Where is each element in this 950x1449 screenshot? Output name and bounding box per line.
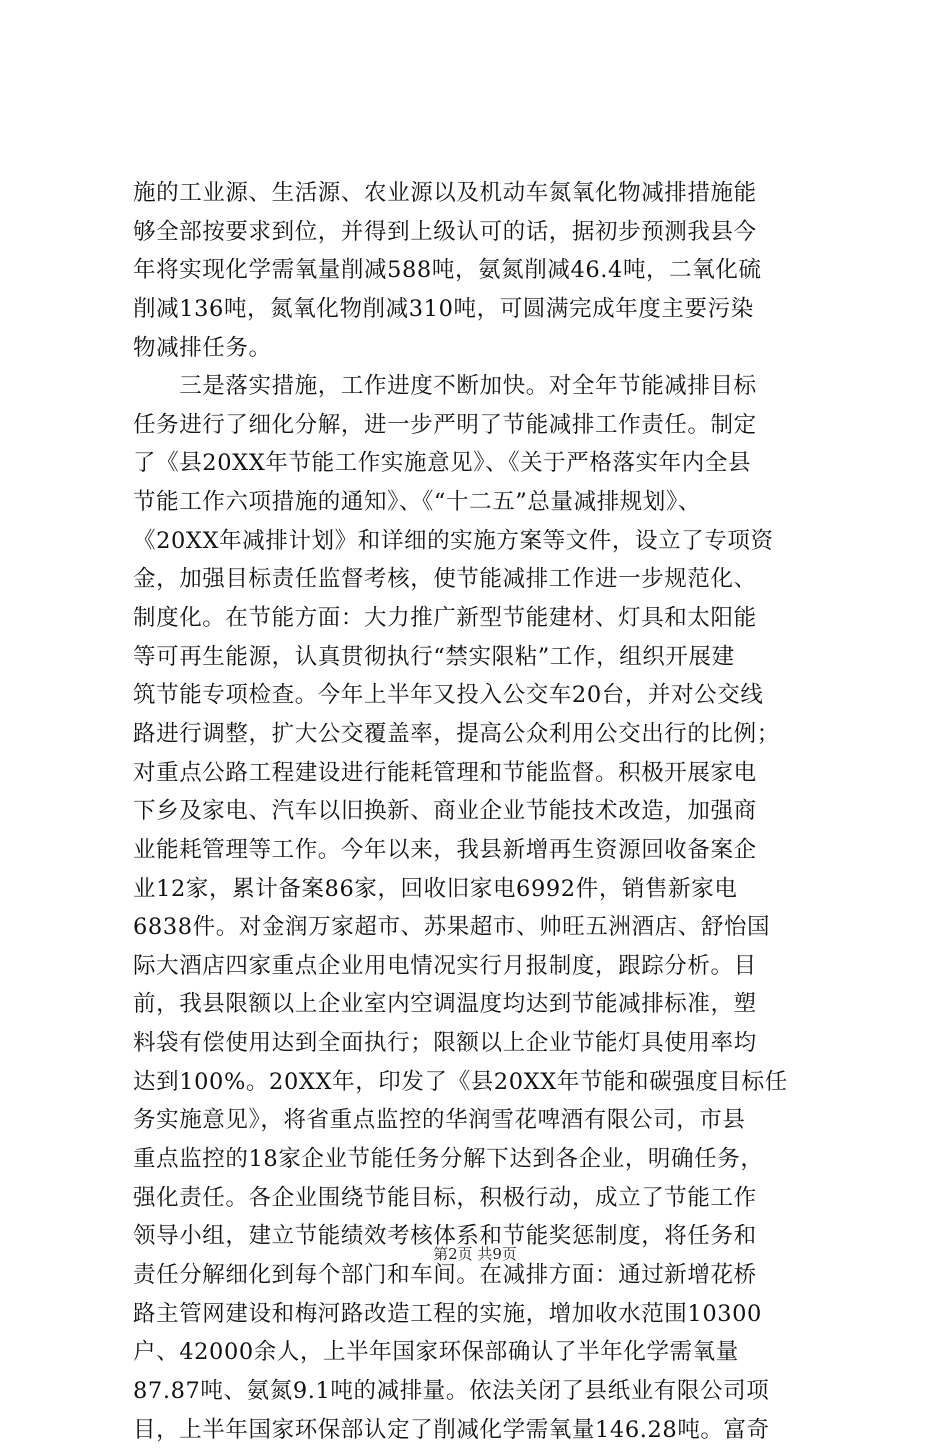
text-line: 达到100%。20XX年，印发了《县20XX年节能和碳强度目标任	[133, 1063, 833, 1102]
text-line: 责任分解细化到每个部门和车间。在减排方面：通过新增花桥	[133, 1256, 833, 1295]
text-line: 路进行调整，扩大公交覆盖率，提高公众利用公交出行的比例；	[133, 715, 833, 754]
text-line: 筑节能专项检查。今年上半年又投入公交车20台，并对公交线	[133, 676, 833, 715]
text-line: 《20XX年减排计划》和详细的实施方案等文件，设立了专项资	[133, 522, 833, 561]
text-line: 施的工业源、生活源、农业源以及机动车氮氧化物减排措施能	[133, 174, 833, 213]
text-line: 三是落实措施，工作进度不断加快。对全年节能减排目标	[133, 367, 833, 406]
text-line: 领导小组，建立节能绩效考核体系和节能奖惩制度，将任务和	[133, 1217, 833, 1256]
text-line: 等可再生能源，认真贯彻执行“禁实限粘”工作，组织开展建	[133, 638, 833, 677]
text-line: 下乡及家电、汽车以旧换新、商业企业节能技术改造，加强商	[133, 792, 833, 831]
text-line: 削减136吨，氮氧化物削减310吨，可圆满完成年度主要污染	[133, 290, 833, 329]
text-line: 87.87吨、氨氮9.1吨的减排量。依法关闭了县纸业有限公司项	[133, 1372, 833, 1411]
text-line: 强化责任。各企业围绕节能目标，积极行动，成立了节能工作	[133, 1179, 833, 1218]
text-line: 务实施意见》，将省重点监控的华润雪花啤酒有限公司，市县	[133, 1101, 833, 1140]
text-line: 了《县20XX年节能工作实施意见》、《关于严格落实年内全县	[133, 444, 833, 483]
text-line: 6838件。对金润万家超市、苏果超市、帅旺五洲酒店、舒怡国	[133, 908, 833, 947]
text-line: 料袋有偿使用达到全面执行；限额以上企业节能灯具使用率均	[133, 1024, 833, 1063]
text-line: 年将实现化学需氧量削减588吨，氨氮削减46.4吨，二氧化硫	[133, 251, 833, 290]
text-line: 节能工作六项措施的通知》、《“十二五”总量减排规划》、	[133, 483, 833, 522]
text-line: 前，我县限额以上企业室内空调温度均达到节能减排标准，塑	[133, 985, 833, 1024]
text-line: 对重点公路工程建设进行能耗管理和节能监督。积极开展家电	[133, 754, 833, 793]
text-line: 业能耗管理等工作。今年以来，我县新增再生资源回收备案企	[133, 831, 833, 870]
text-line: 金，加强目标责任监督考核，使节能减排工作进一步规范化、	[133, 560, 833, 599]
page-number: 第2页 共9页	[433, 1245, 517, 1263]
text-line: 户、42000余人，上半年国家环保部确认了半年化学需氧量	[133, 1333, 833, 1372]
text-line: 够全部按要求到位，并得到上级认可的话，据初步预测我县今	[133, 213, 833, 252]
page-footer	[0, 1244, 950, 1264]
text-line: 任务进行了细化分解，进一步严明了节能减排工作责任。制定	[133, 406, 833, 445]
text-line: 路主管网建设和梅河路改造工程的实施，增加收水范围10300	[133, 1295, 833, 1334]
text-line: 重点监控的18家企业节能任务分解下达到各企业，明确任务，	[133, 1140, 833, 1179]
text-line: 物减排任务。	[133, 329, 833, 368]
text-line: 目，上半年国家环保部认定了削减化学需氧量146.28吨。富奇	[133, 1411, 833, 1449]
text-line: 际大酒店四家重点企业用电情况实行月报制度，跟踪分析。目	[133, 947, 833, 986]
text-line: 业12家，累计备案86家，回收旧家电6992件，销售新家电	[133, 870, 833, 909]
text-line: 制度化。在节能方面：大力推广新型节能建材、灯具和太阳能	[133, 599, 833, 638]
